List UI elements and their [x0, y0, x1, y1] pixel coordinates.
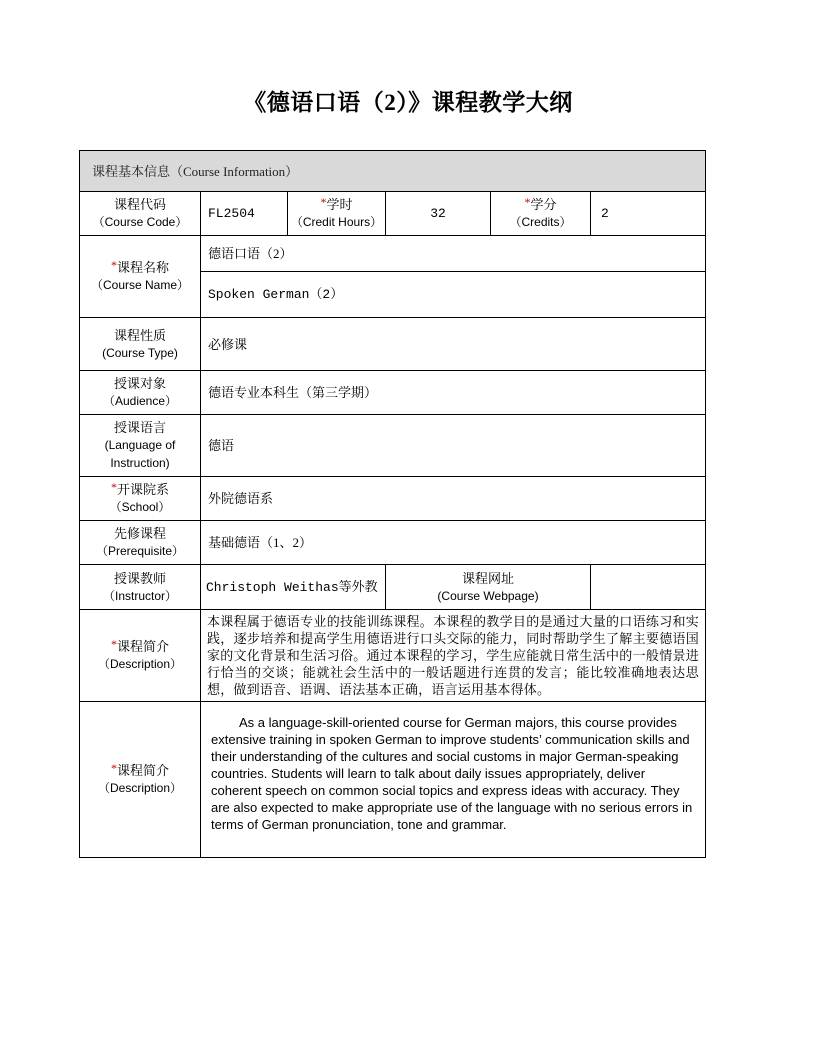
label-course-name-cn: 课程名称: [116, 260, 169, 275]
required-marker-school: *: [110, 480, 117, 494]
label-school-en: （School）: [109, 500, 171, 514]
value-prerequisite: 基础德语（1、2）: [201, 521, 706, 565]
label-course-type-cn: 课程性质: [113, 327, 166, 343]
table-row-course-code: [80, 192, 706, 236]
label-description-en-cn: 课程简介: [116, 763, 169, 778]
required-marker-credit-hours: *: [320, 195, 327, 209]
label-description-cn: [80, 610, 201, 702]
table-row-course-name-cn: [80, 236, 706, 272]
label-audience: [80, 371, 201, 415]
label-course-name-en: （Course Name）: [90, 278, 190, 292]
label-description-en-text: （Description）: [97, 781, 183, 795]
page-title: 《德语口语（2）》课程教学大纲: [243, 90, 573, 115]
label-credits: [491, 192, 591, 236]
label-webpage-cn: 课程网址: [461, 570, 514, 586]
label-course-name: [80, 236, 201, 318]
value-course-code: FL2504: [201, 192, 288, 236]
value-description-cn: 本课程属于德语专业的技能训练课程。本课程的教学目的是通过大量的口语练习和实践，逐步培养和提高学生用德语进行口头交际的能力，同时帮助学生了解主要德语国家的文化背景和生活习俗。通过本课程的学习，学生应能就日常生活中的一般情景进行恰当的交谈；能就社会生活中的一般话题进行连贯的发言；能比较准确地表达思想，做到语音、语调、语法基本正确，语言运用基本得体。: [201, 610, 706, 702]
table-row-school: [80, 477, 706, 521]
label-instructor-en: （Instructor）: [102, 588, 178, 603]
table-row-audience: [80, 371, 706, 415]
label-description-en: [80, 702, 201, 858]
label-course-code-cn: 课程代码: [113, 197, 166, 212]
label-webpage-en: (Course Webpage): [437, 588, 539, 603]
value-school: 外院德语系: [201, 477, 706, 521]
value-language-of-instruction: 德语: [201, 415, 706, 477]
table-row-description-en: [80, 702, 706, 858]
label-course-webpage: [386, 565, 591, 610]
section-header-cell: 课程基本信息（Course Information）: [80, 151, 706, 192]
label-course-code: [80, 192, 201, 236]
course-information-table: [79, 150, 706, 858]
label-school: [80, 477, 201, 521]
label-language-en: (Language of Instruction): [104, 438, 176, 470]
table-row-course-type: [80, 318, 706, 371]
label-language-cn: 授课语言: [113, 420, 166, 435]
label-credit-hours-cn: 学时: [326, 197, 353, 212]
label-credit-hours-en: （Credit Hours）: [290, 215, 383, 229]
value-course-name-cn: 德语口语（2）: [201, 236, 706, 272]
value-course-type: 必修课: [201, 318, 706, 371]
value-course-name-en: Spoken German（2）: [201, 272, 706, 318]
value-description-en: As a language-skill-oriented course for German majors, this course provides extensive training in spoken German to improve students’ communication skills and their understanding of the cultures and social customs in major German-speaking countries. Students will learn to talk about daily issues appropriately, deliver coherent speech on common social topics and express ideas with accuracy. They are also expected to make appropriate use of the language with no serious errors in terms of German pronunciation, tone and grammar.: [201, 702, 706, 858]
required-marker-description-cn: *: [110, 637, 117, 651]
table-row-description-cn: [80, 610, 706, 702]
value-credits: 2: [591, 192, 706, 236]
label-prerequisite-cn: 先修课程: [113, 526, 166, 541]
table-row-section-header: [80, 151, 706, 192]
required-marker-credits: *: [524, 195, 531, 209]
required-marker-description-en: *: [110, 761, 117, 775]
label-audience-en: （Audience）: [102, 394, 178, 408]
value-course-webpage: [591, 565, 706, 610]
label-description-cn-text: 课程简介: [116, 639, 169, 654]
label-course-type: [80, 318, 201, 371]
table-row-language: [80, 415, 706, 477]
label-course-type-en: (Course Type): [102, 345, 178, 360]
table-row-prerequisite: [80, 521, 706, 565]
label-description-cn-en: （Description）: [97, 657, 183, 671]
value-credit-hours: 32: [386, 192, 491, 236]
label-credits-cn: 学分: [530, 197, 557, 212]
label-instructor: [80, 565, 201, 610]
label-prerequisite-en: （Prerequisite）: [95, 544, 185, 558]
table-row-instructor: [80, 565, 706, 610]
label-credit-hours: [288, 192, 386, 236]
label-credits-en: （Credits）: [509, 215, 572, 229]
value-audience: 德语专业本科生（第三学期）: [201, 371, 706, 415]
label-prerequisite: [80, 521, 201, 565]
label-audience-cn: 授课对象: [113, 376, 166, 391]
label-instructor-cn: 授课教师: [113, 570, 166, 586]
label-language-of-instruction: [80, 415, 201, 477]
required-marker-course-name: *: [110, 258, 117, 272]
label-course-code-en: （Course Code）: [92, 215, 188, 229]
label-school-cn: 开课院系: [116, 482, 169, 497]
value-instructor: Christoph Weithas等外教: [201, 565, 386, 610]
